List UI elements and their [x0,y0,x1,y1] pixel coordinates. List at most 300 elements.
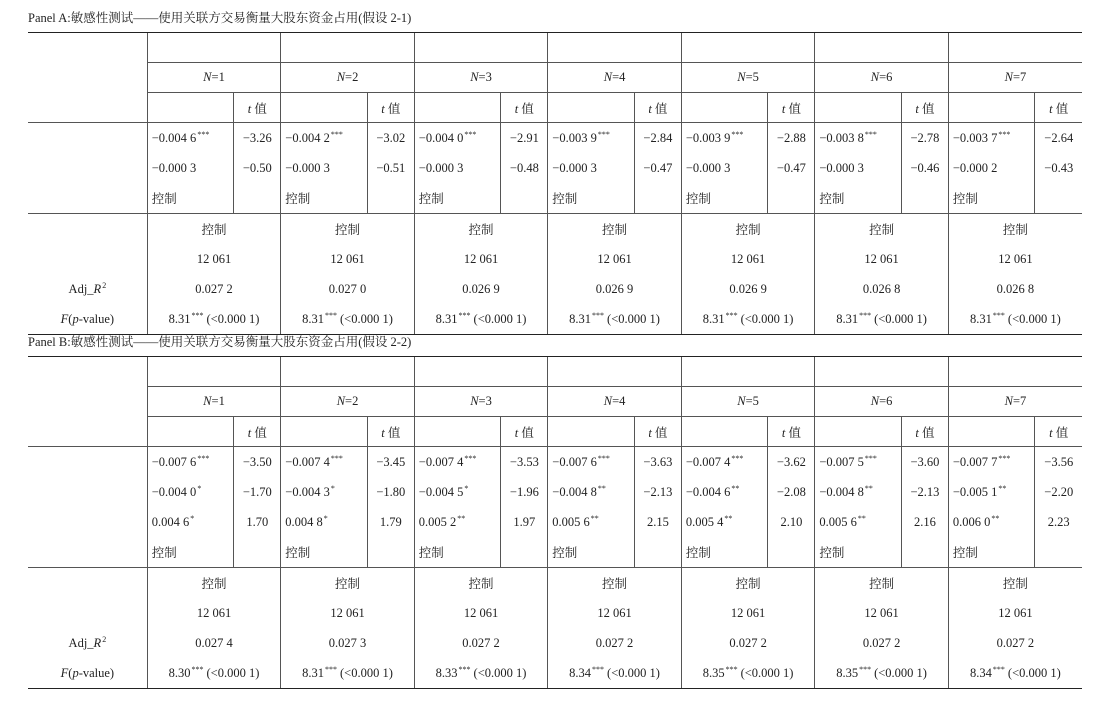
n-value: =5 [745,70,759,84]
statistic-value: 控制 [147,214,281,245]
coefficient-cell [548,123,635,154]
statistic-value: 12 061 [948,598,1082,628]
coef-header [948,93,1035,123]
statistic-value: 控制 [681,214,815,245]
n-value: =7 [1012,70,1027,84]
coef-header [281,93,368,123]
variable-name [28,537,147,568]
statistic-value: 控制 [281,568,415,599]
statistic-value [414,304,548,335]
statistic-value: 0.026 8 [948,274,1082,304]
statistic-value: 12 061 [681,244,815,274]
coefficient-value: −0.007 7 [952,455,998,469]
p-value: (<0.000 1) [607,312,660,326]
coef-header [681,417,768,447]
coefficient-value: −0.000 2 [952,160,998,175]
header-row-n [28,387,1082,417]
statistic-name [28,304,147,335]
significance-stars: * [464,484,469,493]
statistic-value [815,658,949,689]
r-squared-sup: 2 [102,635,107,644]
coefficient-value: −0.007 4 [285,455,330,469]
statistic-value: 12 061 [414,598,548,628]
t-value-cell [634,537,681,568]
significance-stars: *** [597,454,610,463]
coef-header [681,93,768,123]
coefficient-value: −0.004 8 [819,485,864,499]
t-symbol: t [247,101,252,116]
t-value-cell [901,537,948,568]
significance-stars: *** [725,665,738,674]
n-symbol: N [737,70,746,84]
n-label [548,387,682,417]
variable-name [28,507,147,537]
coefficient-cell [681,183,768,214]
statistic-value [815,304,949,335]
coefficient-cell [281,153,368,183]
n-label [414,63,548,93]
t-value-cell [501,537,548,568]
f-value: 8.31 [970,312,992,326]
statistic-name [28,274,147,304]
t-value-cell: −0.50 [234,153,281,183]
variable-row [28,153,1082,183]
variable-name [28,153,147,183]
t-suffix: 值 [384,101,401,116]
t-value-cell: −1.96 [501,477,548,507]
p-value: (<0.000 1) [206,666,260,680]
t-value-cell: −2.20 [1035,477,1082,507]
p-value: (<0.000 1) [740,666,794,680]
t-value-cell: −3.45 [367,447,414,478]
significance-stars: *** [458,665,471,674]
coefficient-value: −0.000 3 [552,160,597,175]
n-symbol: N [1004,394,1013,408]
coefficient-value: 控制 [952,546,978,560]
t-value-cell: 1.97 [501,507,548,537]
adj-prefix: Adj_ [68,636,94,650]
t-symbol: t [514,425,519,440]
coef-header [815,417,902,447]
coef-header [548,417,635,447]
coefficient-value: 控制 [685,546,711,560]
statistic-value: 0.026 9 [548,274,682,304]
variable-name [28,477,147,507]
n-symbol: N [737,394,746,408]
n-value: =2 [345,394,359,408]
n-label [681,387,815,417]
t-header [634,93,681,123]
t-value-cell: −3.63 [634,447,681,478]
t-value-cell: −0.47 [634,153,681,183]
t-value-cell: −2.91 [501,123,548,154]
statistic-row [28,214,1082,245]
t-symbol: t [648,425,652,440]
t-value-cell [768,183,815,214]
significance-stars: *** [325,665,338,674]
statistic-value: 控制 [414,214,548,245]
coefficient-value: 0.005 6 [552,515,590,529]
t-value-cell: 1.70 [234,507,281,537]
statistic-row [28,274,1082,304]
significance-stars: *** [191,311,204,320]
statistic-value: 控制 [681,568,815,599]
statistic-value: 12 061 [281,244,415,274]
t-value-cell: −0.46 [901,153,948,183]
coefficient-value: −0.004 8 [552,485,597,499]
statistic-value: 0.027 2 [414,628,548,658]
t-value-cell: 2.16 [901,507,948,537]
significance-stars: *** [864,454,877,463]
significance-stars: *** [464,130,477,139]
significance-stars: ** [724,514,733,523]
significance-stars: *** [998,454,1011,463]
f-value: 8.34 [569,666,592,680]
significance-stars: * [330,484,335,493]
coefficient-value: 控制 [151,192,177,206]
t-header [234,93,281,123]
coefficient-value: 控制 [285,192,311,206]
n-symbol: N [603,394,613,408]
n-value: =7 [1012,394,1027,408]
coefficient-cell [815,183,902,214]
statistic-value: 控制 [414,568,548,599]
t-value-cell: 2.15 [634,507,681,537]
t-value-cell: −2.88 [768,123,815,154]
panel-b-title: Panel B:敏感性测试——使用关联方交易衡量大股东资金占用(假设 2-2) [28,335,412,349]
r-symbol: R [93,282,102,296]
column-number [281,33,415,63]
coefficient-value: 0.005 2 [418,515,457,529]
t-suffix: 值 [918,101,935,116]
significance-stars: ** [457,514,466,523]
t-value-cell: −2.84 [634,123,681,154]
coefficient-value: 0.006 0 [952,515,991,529]
coefficient-value: −0.004 0 [151,485,197,499]
coefficient-value: −0.000 3 [819,160,864,175]
f-value: 8.31 [435,312,458,326]
statistic-value [681,658,815,689]
coefficient-value: 0.004 8 [285,515,323,529]
t-suffix: 值 [384,425,401,440]
p-value: (<0.000 1) [1007,312,1061,326]
statistic-value [281,304,415,335]
statistic-value: 控制 [948,214,1082,245]
coefficient-cell [281,447,368,478]
t-symbol: t [781,101,786,116]
f-symbol: F [60,311,69,326]
coefficient-cell [414,183,501,214]
n-value: =4 [612,394,626,408]
t-symbol: t [1049,425,1053,440]
statistic-row [28,658,1082,689]
n-symbol: N [870,70,880,84]
header-row-n [28,63,1082,93]
t-symbol: t [915,101,919,116]
significance-stars: *** [859,311,872,320]
statistic-value: 0.027 0 [281,274,415,304]
t-suffix: 值 [1052,101,1069,116]
coefficient-value: 0.005 6 [819,515,857,529]
t-suffix: 值 [785,101,801,116]
statistic-value: 控制 [815,214,949,245]
coefficient-cell [681,507,768,537]
t-value-cell: 1.79 [367,507,414,537]
p-value: (<0.000 1) [473,312,527,326]
coefficient-cell [281,183,368,214]
column-number [147,33,281,63]
n-value: =3 [478,394,492,408]
statistic-value: 控制 [281,214,415,245]
f-open: ( [68,665,73,680]
coefficient-cell [948,123,1035,154]
f-value: 8.31 [569,312,592,326]
coefficient-cell [548,153,635,183]
coefficient-value: 控制 [418,192,444,206]
statistic-value: 0.027 4 [147,628,281,658]
variable-row [28,507,1082,537]
coefficient-cell [815,153,902,183]
p-value: (<0.000 1) [607,666,660,680]
coefficient-cell [681,537,768,568]
n-value: =4 [612,70,626,84]
coefficient-cell [681,153,768,183]
coefficient-value: −0.004 6 [151,131,197,145]
t-header [768,93,815,123]
p-value: (<0.000 1) [473,666,527,680]
n-label [815,63,949,93]
coef-header [548,93,635,123]
n-symbol: N [1004,70,1013,84]
coefficient-cell [147,507,234,537]
n-value: =2 [345,70,359,84]
p-value: (<0.000 1) [874,312,927,326]
coefficient-cell [681,477,768,507]
column-number [948,357,1082,387]
t-header [501,417,548,447]
coefficient-cell [147,123,234,154]
coefficient-cell [548,447,635,478]
statistic-name [28,658,147,689]
significance-stars: *** [597,130,610,139]
statistic-value: 0.026 9 [681,274,815,304]
coefficient-cell [548,183,635,214]
n-symbol: N [336,394,346,408]
t-value-cell: −2.64 [1035,123,1082,154]
t-header [901,417,948,447]
variable-header [28,33,147,123]
significance-stars: *** [191,665,204,674]
column-number [815,357,949,387]
f-symbol: F [60,665,69,680]
statistic-row [28,628,1082,658]
coefficient-cell [414,447,501,478]
statistic-value: 12 061 [548,244,682,274]
t-value-cell: −3.56 [1035,447,1082,478]
coefficient-value: −0.003 9 [552,131,597,145]
panel-b-table [28,356,1082,689]
coefficient-cell [681,447,768,478]
coefficient-value: −0.000 3 [285,160,330,175]
p-value: (<0.000 1) [340,312,393,326]
statistic-name [28,244,147,274]
t-symbol: t [247,425,252,440]
variable-name [28,123,147,154]
statistic-value [548,658,682,689]
n-value: =1 [211,394,225,408]
significance-stars: ** [590,514,599,523]
f-rest: -value) [78,311,115,326]
variable-name [28,447,147,478]
t-suffix: 值 [918,425,935,440]
statistic-value: 0.026 9 [414,274,548,304]
t-symbol: t [781,425,786,440]
coefficient-value: 控制 [819,192,845,206]
t-suffix: 值 [251,101,267,116]
n-value: =1 [211,70,225,84]
coefficient-value: 0.005 4 [685,515,724,529]
header-row-coef-t [28,417,1082,447]
statistic-value [548,304,682,335]
coef-header [414,93,501,123]
coefficient-cell [281,123,368,154]
n-value: =5 [745,394,759,408]
coefficient-cell [815,123,902,154]
t-value-cell: −2.13 [901,477,948,507]
n-label [147,387,281,417]
statistic-row [28,568,1082,599]
coefficient-value: −0.004 2 [285,131,330,145]
t-value-cell: −3.26 [234,123,281,154]
statistic-value: 0.027 2 [147,274,281,304]
n-value: =3 [478,70,492,84]
t-value-cell: −2.78 [901,123,948,154]
statistic-value: 0.027 2 [548,628,682,658]
variable-row [28,123,1082,154]
statistic-row [28,598,1082,628]
column-number [414,357,548,387]
t-value-cell [768,537,815,568]
coefficient-cell [147,183,234,214]
t-suffix: 值 [785,425,801,440]
significance-stars: * [323,514,328,523]
f-value: 8.35 [836,666,859,680]
t-value-cell: −1.70 [234,477,281,507]
t-header [901,93,948,123]
significance-stars: *** [592,665,605,674]
coefficient-value: 控制 [285,546,311,560]
statistic-value: 0.027 2 [815,628,949,658]
coef-header [281,417,368,447]
t-value-cell [367,183,414,214]
n-symbol: N [203,394,212,408]
column-number [147,357,281,387]
coefficient-value: −0.000 3 [685,160,731,175]
p-symbol: p [72,311,79,326]
coefficient-cell [948,447,1035,478]
n-label [147,63,281,93]
coefficient-cell [681,123,768,154]
coef-header [815,93,902,123]
t-value-cell: −0.51 [367,153,414,183]
t-suffix: 值 [651,101,668,116]
significance-stars: ** [731,484,740,493]
coefficient-cell [548,537,635,568]
t-value-cell [234,537,281,568]
statistic-value: 0.027 2 [681,628,815,658]
coefficient-value: 控制 [952,192,978,206]
t-symbol: t [648,101,652,116]
significance-stars: *** [330,130,343,139]
header-row-coef-t [28,93,1082,123]
n-symbol: N [603,70,613,84]
n-symbol: N [203,70,212,84]
t-value-cell: −0.48 [501,153,548,183]
coefficient-value: −0.007 4 [418,455,464,469]
significance-stars: *** [592,311,605,320]
t-symbol: t [381,425,385,440]
statistic-value [281,658,415,689]
t-value-cell [367,537,414,568]
coefficient-value: −0.000 3 [151,160,197,175]
coefficient-value: −0.007 4 [685,455,731,469]
t-value-cell: −3.60 [901,447,948,478]
t-symbol: t [381,101,385,116]
f-value: 8.33 [435,666,458,680]
significance-stars: *** [725,311,738,320]
n-symbol: N [470,394,479,408]
coefficient-cell [815,447,902,478]
significance-stars: *** [859,665,872,674]
statistic-value [147,304,281,335]
statistic-name [28,568,147,599]
coefficient-value: 控制 [418,546,444,560]
column-number [948,33,1082,63]
significance-stars: ** [991,514,1000,523]
coefficient-value: 控制 [552,192,578,206]
coefficient-cell [281,507,368,537]
coefficient-cell [548,507,635,537]
coefficient-cell [815,537,902,568]
statistic-value: 控制 [948,568,1082,599]
t-value-cell: −3.53 [501,447,548,478]
n-label [681,63,815,93]
coefficient-cell [147,477,234,507]
n-label [815,387,949,417]
p-value: (<0.000 1) [206,312,260,326]
t-value-cell: −2.13 [634,477,681,507]
coefficient-cell [414,507,501,537]
t-header [634,417,681,447]
f-open: ( [68,311,73,326]
significance-stars: ** [864,484,873,493]
statistic-value [147,658,281,689]
variable-row [28,537,1082,568]
column-number [281,357,415,387]
statistic-value: 12 061 [147,598,281,628]
statistic-value: 12 061 [281,598,415,628]
coefficient-value: 控制 [151,546,177,560]
variable-row [28,447,1082,478]
coef-header [147,417,234,447]
statistic-value: 12 061 [548,598,682,628]
t-value-cell [1035,183,1082,214]
coef-header [147,93,234,123]
significance-stars: *** [731,454,744,463]
t-value-cell: −3.02 [367,123,414,154]
coefficient-cell [948,537,1035,568]
coefficient-cell [948,183,1035,214]
